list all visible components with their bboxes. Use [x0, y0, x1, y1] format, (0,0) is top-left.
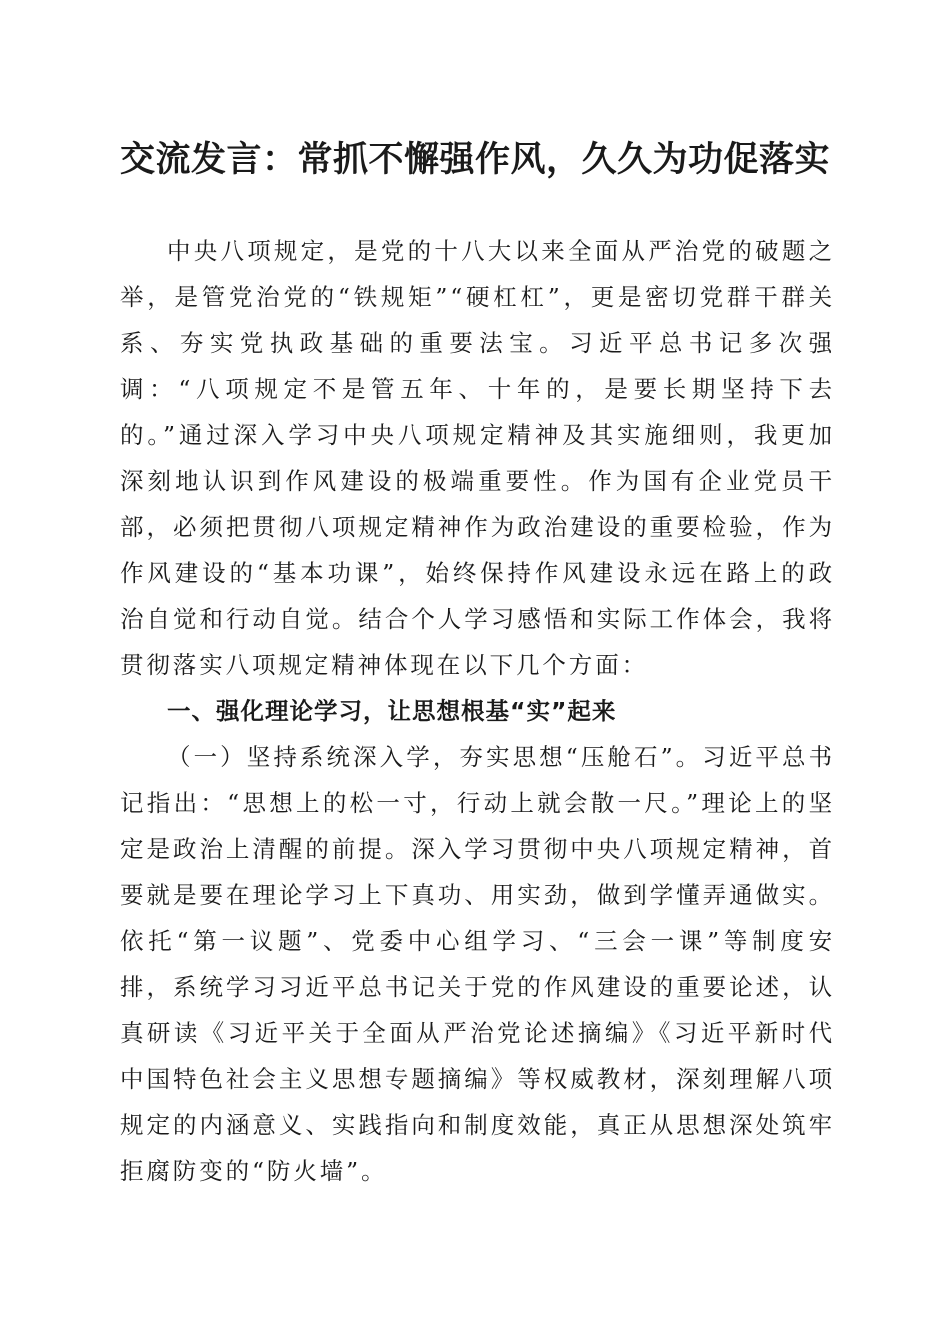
document-body [120, 228, 835, 1194]
document-title: 交流发言：常抓不懈强作风，久久为功促落实 [119, 139, 830, 180]
subsection-paragraph-1: （一）坚持系统深入学，夯实思想“压舱石”。习近平总书记指出：“思想上的松一寸，行动上就会散一尺。”理论上的坚定是政治上清醒的前提。深入学习贯彻中央八项规定精神，首要就是要在理论学习上下真功、用实劲，做到学懂弄通做实。依托“第一议题”、党委中心组学习、“三会一课”等制度安排，系统学习习近平总书记关于党的作风建设的重要论述，认真研读《习近平关于全面从严治党论述摘编》《习近平新时代中国特色社会主义思想专题摘编》等权威教材，深刻理解八项规定的内涵意义、实践指向和制度效能，真正从思想深处筑牢拒腐防变的“防火墙”。 [120, 743, 835, 1185]
section-heading-1: 一、强化理论学习，让思想根基“实”起来 [167, 697, 617, 725]
intro-paragraph: 中央八项规定，是党的十八大以来全面从严治党的破题之举，是管党治党的“铁规矩”“硬杠杠”，更是密切党群干群关系、夯实党执政基础的重要法宝。习近平总书记多次强调：“八项规定不是管五年、十年的，是要长期坚持下去的。”通过深入学习中央八项规定精神及其实施细则，我更加深刻地认识到作风建设的极端重要性。作为国有企业党员干部，必须把贯彻八项规定精神作为政治建设的重要检验，作为作风建设的“基本功课”，始终保持作风建设永远在路上的政治自觉和行动自觉。结合个人学习感悟和实际工作体会，我将贯彻落实八项规定精神体现在以下几个方面： [120, 237, 835, 679]
